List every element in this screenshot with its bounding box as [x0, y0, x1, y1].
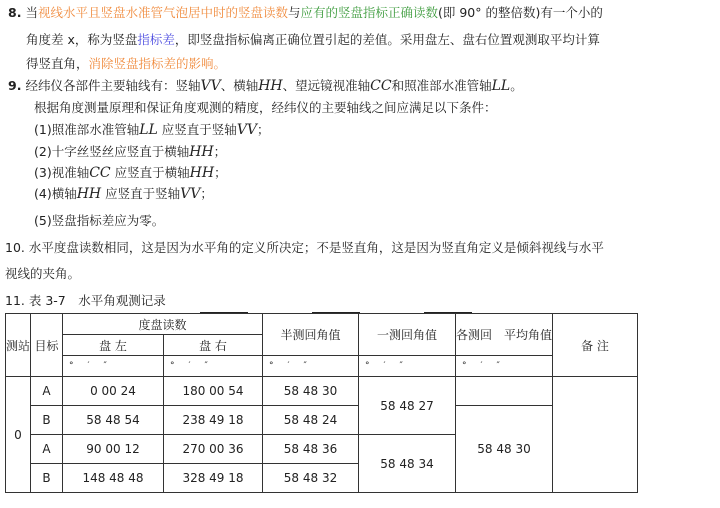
math: HH — [258, 78, 283, 94]
q10-line1: 10. 水平度盘读数相同，这是因为水平角的定义所决定；不是竖直角，这是因为竖直角定义是倾斜视线与水平 — [5, 240, 604, 255]
math: HH — [189, 165, 215, 181]
t: 经纬仪各部件主要轴线有：竖轴 — [25, 78, 201, 93]
highlight: 应有的竖盘指标正确读数 — [300, 5, 438, 20]
math: HH — [189, 144, 214, 160]
math: CC — [370, 78, 392, 94]
cell: 58 48 34 — [359, 435, 456, 493]
t: ，即竖盘指标偏离正确位置引起的差值。采用盘左、盘右位置观测取平均计算 — [174, 32, 600, 47]
math: VV — [236, 122, 258, 138]
units: °′″ — [359, 356, 456, 377]
units: °′″ — [263, 356, 359, 377]
q9-intro: 根据角度测量原理和保证角度观测的精度，经纬仪的主要轴线之间应满足以下条件： — [34, 100, 497, 115]
t: (2)十字丝竖丝应竖直于横轴 — [34, 144, 190, 159]
cond-5: (5)竖盘指标差应为零。 — [34, 213, 165, 228]
cell — [456, 377, 553, 406]
cell: 58 48 30 — [456, 406, 553, 493]
t: 应竖直于竖轴 — [161, 122, 237, 137]
station: 0 — [6, 377, 31, 493]
q-num: 9. — [8, 78, 22, 93]
cell: 58 48 30 — [263, 377, 359, 406]
table-row — [6, 377, 638, 406]
t: (即 90° 的整倍数)有一个小的 — [438, 5, 603, 20]
cell: 58 48 32 — [263, 464, 359, 493]
math: HH — [76, 186, 102, 202]
cell: 238 49 18 — [164, 406, 263, 435]
cell: 58 48 27 — [359, 377, 456, 435]
cell: 180 00 54 — [164, 377, 263, 406]
t: (1)照准部水准管轴 — [34, 122, 140, 137]
t: (4)横轴 — [34, 186, 77, 201]
q10-line2: 视线的夹角。 — [5, 266, 81, 281]
t: 、望远镜视准轴 — [282, 78, 371, 93]
t: 与 — [287, 5, 301, 20]
math: VV — [200, 78, 221, 94]
q8-line2 — [26, 32, 600, 48]
cell: 58 48 24 — [263, 406, 359, 435]
cell: 58 48 54 — [63, 406, 164, 435]
cond-1 — [34, 122, 270, 138]
t: 角度差 x，称为竖盘 — [26, 32, 138, 47]
cell: A — [31, 435, 63, 464]
t: 应竖直于竖轴 — [105, 186, 181, 201]
header-station: 测站 — [6, 314, 31, 377]
cell: B — [31, 406, 63, 435]
header-half: 半测回角值 — [263, 314, 359, 356]
observation-table — [5, 313, 638, 493]
units: °′″ — [164, 356, 263, 377]
math: LL — [491, 78, 511, 94]
units: °′″ — [456, 356, 553, 377]
t: (3)视准轴 — [34, 165, 90, 180]
t: ； — [200, 186, 213, 201]
highlight: 视线水平且竖盘水准管气泡居中时的竖盘读数 — [37, 5, 288, 20]
table-row — [6, 406, 638, 435]
q8-line1 — [8, 5, 603, 21]
units: °′″ — [63, 356, 164, 377]
header-one: 一测回角值 — [359, 314, 456, 356]
t: ； — [214, 165, 227, 180]
cond-2 — [34, 144, 226, 160]
t: 当 — [25, 5, 38, 20]
t: 、横轴 — [220, 78, 259, 93]
math: VV — [180, 186, 201, 202]
q-num: 8. — [8, 5, 22, 20]
cell: 270 00 36 — [164, 435, 263, 464]
t: 。 — [510, 78, 523, 93]
cell: 90 00 12 — [63, 435, 164, 464]
cell: A — [31, 377, 63, 406]
highlight: 指标差 — [137, 32, 175, 47]
header-target: 目标 — [31, 314, 63, 377]
cell: 58 48 36 — [263, 435, 359, 464]
header-reading: 度盘读数 — [63, 314, 263, 335]
q8-line3 — [26, 56, 226, 72]
table-caption: 11. 表 3-7 水平角观测记录 — [5, 293, 166, 308]
t: ； — [257, 122, 270, 137]
t: 应竖直于横轴 — [114, 165, 190, 180]
cell: B — [31, 464, 63, 493]
math: CC — [89, 165, 111, 181]
t: 得竖直角， — [26, 56, 89, 71]
cell: 0 00 24 — [63, 377, 164, 406]
t: 和照准部水准管轴 — [391, 78, 492, 93]
header-left: 盘 左 — [63, 335, 164, 356]
cond-4 — [34, 186, 213, 202]
math: LL — [139, 122, 158, 138]
note-cell — [553, 377, 638, 493]
cond-3 — [34, 165, 227, 181]
header-avg: 各测回 平均角值 — [456, 314, 553, 356]
header-right: 盘 右 — [164, 335, 263, 356]
cell: 328 49 18 — [164, 464, 263, 493]
highlight: 消除竖盘指标差的影响。 — [88, 56, 227, 71]
cell: 148 48 48 — [63, 464, 164, 493]
header-note: 备 注 — [553, 314, 638, 377]
q9-line1 — [8, 78, 523, 94]
t: ； — [213, 144, 227, 159]
